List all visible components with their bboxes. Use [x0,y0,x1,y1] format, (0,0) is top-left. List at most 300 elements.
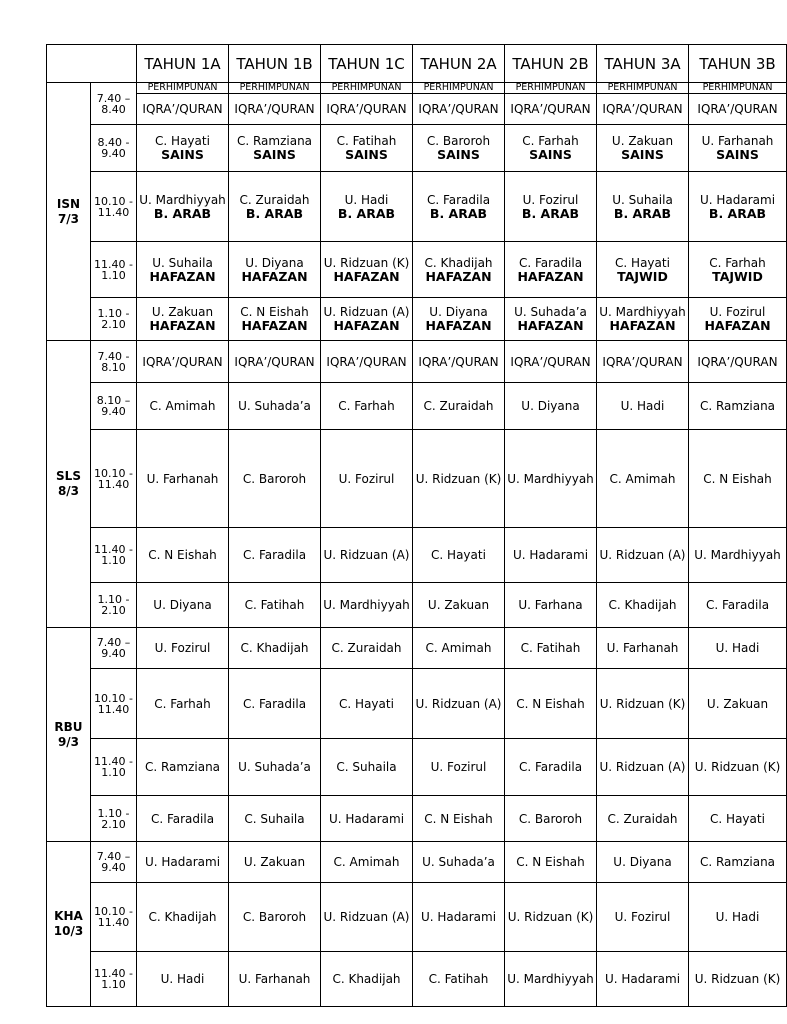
class-cell [321,298,413,341]
class-cell [505,341,597,383]
subject-label: HAFAZAN [241,268,308,284]
class-cell [505,842,597,883]
class-cell [413,669,505,739]
teacher-name: IQRA’/QURAN [510,354,591,369]
class-cell [505,583,597,628]
teacher-name: U. Suhada’a [514,305,587,319]
class-header: TAHUN 2B [505,45,597,83]
table-row [47,172,787,242]
teacher-name: IQRA’/QURAN [234,102,315,116]
teacher-name: C. Fatihah [336,134,397,148]
subject-label: HAFAZAN [425,268,492,284]
teacher-name: C. Farhah [522,134,579,148]
teacher-name: U. Ridzuan (A) [415,696,502,711]
class-cell [229,842,321,883]
teacher-name: C. N Eishah [516,855,585,869]
teacher-name: IQRA’/QURAN [418,102,499,116]
class-cell [137,739,229,796]
teacher-name: C. Amimah [609,471,676,486]
class-cell [321,842,413,883]
teacher-name: C. Ramziana [699,399,776,413]
class-cell [229,172,321,242]
teacher-name: C. Faradila [242,548,307,562]
class-cell [229,298,321,341]
subject-label: TAJWID [617,268,668,284]
class-cell [321,528,413,583]
subject-label: B. ARAB [153,205,212,221]
teacher-name: U. Farhanah [701,134,774,148]
class-cell [597,383,689,430]
subject-label: B. ARAB [708,205,767,221]
subject-label: SAINS [621,147,664,162]
teacher-name: U. Zakuan [427,598,490,612]
class-cell [505,952,597,1007]
teacher-name: U. Hadi [715,910,760,924]
class-cell [597,628,689,669]
time-cell: 10.10 - 11.40 [91,172,137,242]
teacher-name: C. Zuraidah [239,192,310,207]
teacher-name: U. Suhada’a [238,399,311,413]
teacher-name: IQRA’/QURAN [510,102,591,116]
class-header: TAHUN 3B [689,45,787,83]
class-cell [321,739,413,796]
teacher-name: IQRA’/QURAN [418,354,499,369]
class-cell [413,298,505,341]
class-cell [229,94,321,125]
teacher-name: C. Suhaila [244,811,305,826]
subject-label: HAFAZAN [517,318,584,333]
class-cell [137,430,229,528]
subject-label: HAFAZAN [241,318,308,333]
class-cell [321,172,413,242]
teacher-name: U. Diyana [245,255,304,270]
time-cell: 1.10 - 2.10 [91,298,137,341]
teacher-name: U. Zakuan [706,696,769,711]
teacher-name: C. Faradila [705,598,770,612]
teacher-name: C. Baroroh [242,910,307,924]
teacher-name: U. Fozirul [154,641,211,655]
table-row [47,94,787,125]
teacher-name: C. Fatihah [520,641,581,655]
time-cell: 8.10 – 9.40 [91,383,137,430]
teacher-name: C. Farhah [709,255,766,270]
teacher-name: U. Farhanah [606,641,679,655]
class-header: TAHUN 2A [413,45,505,83]
class-cell [229,125,321,172]
teacher-name: U. Fozirul [709,305,766,319]
teacher-name: U. Zakuan [611,134,674,148]
class-cell [229,628,321,669]
subject-label: B. ARAB [613,205,672,221]
class-cell [689,172,787,242]
teacher-name: C. Khadijah [332,972,401,986]
teacher-name: U. Diyana [153,598,212,612]
teacher-name: U. Farhana [518,598,583,612]
class-cell [137,172,229,242]
class-cell [229,952,321,1007]
teacher-name: C. Faradila [426,192,491,207]
table-row [47,298,787,341]
subject-label: SAINS [345,147,388,162]
teacher-name: U. Zakuan [243,855,306,869]
teacher-name: IQRA’/QURAN [142,102,223,116]
time-cell: 8.40 - 9.40 [91,125,137,172]
subject-label: B. ARAB [245,205,304,221]
teacher-name: C. N Eishah [516,696,585,711]
time-cell: 7.40 – 9.40 [91,842,137,883]
class-cell [413,94,505,125]
teacher-name: C. Farhah [338,399,395,413]
teacher-name: U. Diyana [613,855,672,869]
class-cell [689,94,787,125]
teacher-name: IQRA’/QURAN [697,102,778,116]
subject-label: SAINS [253,147,296,162]
teacher-name: U. Hadarami [420,910,497,924]
class-cell [597,172,689,242]
teacher-name: C. Baroroh [242,471,307,486]
table-row [47,125,787,172]
class-cell [597,842,689,883]
teacher-name: C. N Eishah [148,548,217,562]
teacher-name: C. Suhaila [336,760,397,774]
class-header: TAHUN 3A [597,45,689,83]
teacher-name: C. Amimah [333,855,400,869]
subject-label: B. ARAB [521,205,580,221]
class-cell [505,242,597,298]
corner-cell [47,45,137,83]
table-row [47,796,787,842]
teacher-name: C. Zuraidah [607,811,678,826]
teacher-name: U. Fozirul [522,192,579,207]
class-cell [597,952,689,1007]
class-cell [137,383,229,430]
table-row [47,528,787,583]
subject-label: HAFAZAN [149,268,216,284]
class-cell [137,796,229,842]
time-cell: 11.40 - 1.10 [91,739,137,796]
class-cell [137,628,229,669]
assembly-cell: PERHIMPUNAN [505,83,597,94]
class-cell [137,341,229,383]
class-cell [229,528,321,583]
time-cell: 10.10 - 11.40 [91,430,137,528]
teacher-name: U. Fozirul [338,471,395,486]
teacher-name: C. Zuraidah [423,399,494,413]
day-cell: RBU 9/3 [47,628,91,842]
teacher-name: C. Hayati [155,134,210,148]
teacher-name: IQRA’/QURAN [234,354,315,369]
time-cell: 1.10 - 2.10 [91,583,137,628]
teacher-name: U. Mardhiyyah [507,471,594,486]
class-cell [597,242,689,298]
subject-label: SAINS [529,147,572,162]
class-cell [413,341,505,383]
class-cell [505,172,597,242]
teacher-name: U. Suhaila [612,192,673,207]
class-cell [413,430,505,528]
teacher-name: U. Diyana [429,305,488,319]
time-cell: 1.10 - 2.10 [91,796,137,842]
teacher-name: IQRA’/QURAN [326,354,407,369]
table-row [47,883,787,952]
teacher-name: U. Ridzuan (A) [323,548,410,562]
teacher-name: U. Ridzuan (A) [599,548,686,562]
teacher-name: U. Ridzuan (K) [507,910,594,924]
class-cell [505,94,597,125]
teacher-name: IQRA’/QURAN [142,354,223,369]
teacher-name: U. Hadarami [512,548,589,562]
timetable [46,44,787,1007]
assembly-cell: PERHIMPUNAN [597,83,689,94]
time-cell: 11.40 - 1.10 [91,952,137,1007]
class-cell [689,796,787,842]
class-header: TAHUN 1A [137,45,229,83]
teacher-name: U. Hadi [160,972,205,986]
class-cell [413,883,505,952]
teacher-name: C. Khadijah [240,641,309,655]
teacher-name: U. Mardhiyyah [599,305,686,319]
assembly-cell: PERHIMPUNAN [413,83,505,94]
class-cell [597,739,689,796]
class-cell [505,628,597,669]
class-cell [689,430,787,528]
teacher-name: C. Baroroh [518,811,583,826]
teacher-name: IQRA’/QURAN [602,354,683,369]
class-cell [413,739,505,796]
teacher-name: C. N Eishah [424,811,493,826]
teacher-name: U. Fozirul [614,910,671,924]
assembly-cell: PERHIMPUNAN [689,83,787,94]
class-cell [137,583,229,628]
teacher-name: U. Ridzuan (A) [599,760,686,774]
teacher-name: U. Ridzuan (A) [323,910,410,924]
time-cell: 7.40 – 8.40 [91,83,137,125]
class-header: TAHUN 1B [229,45,321,83]
teacher-name: U. Ridzuan (K) [323,255,410,270]
class-cell [229,341,321,383]
header-row [47,45,787,83]
teacher-name: C. Hayati [710,811,765,826]
assembly-cell: PERHIMPUNAN [229,83,321,94]
class-cell [597,796,689,842]
class-cell [689,341,787,383]
table-row [47,341,787,383]
teacher-name: U. Ridzuan (K) [694,760,781,774]
class-cell [689,298,787,341]
class-cell [689,952,787,1007]
class-cell [505,125,597,172]
timetable-body [47,83,787,1007]
table-row [47,83,787,94]
class-cell [413,172,505,242]
teacher-name: U. Hadarami [604,972,681,986]
class-cell [321,125,413,172]
class-cell [505,796,597,842]
assembly-cell: PERHIMPUNAN [321,83,413,94]
teacher-name: C. Hayati [615,255,670,270]
subject-label: HAFAZAN [149,318,216,333]
teacher-name: U. Diyana [521,399,580,413]
class-cell [689,739,787,796]
teacher-name: U. Hadarami [144,855,221,869]
class-cell [229,430,321,528]
class-cell [413,242,505,298]
teacher-name: C. Fatihah [428,972,489,986]
teacher-name: C. Farhah [154,696,211,711]
class-cell [505,383,597,430]
class-cell [137,952,229,1007]
teacher-name: U. Hadarami [699,192,776,207]
teacher-name: U. Farhanah [146,471,219,486]
class-header: TAHUN 1C [321,45,413,83]
class-cell [321,952,413,1007]
teacher-name: C. Baroroh [426,134,491,148]
class-cell [597,583,689,628]
class-cell [321,796,413,842]
teacher-name: C. Faradila [242,696,307,711]
subject-label: HAFAZAN [609,318,676,333]
class-cell [229,583,321,628]
table-row [47,628,787,669]
class-cell [321,583,413,628]
class-cell [413,842,505,883]
class-cell [597,298,689,341]
teacher-name: U. Ridzuan (K) [415,471,502,486]
subject-label: B. ARAB [429,205,488,221]
table-row [47,669,787,739]
class-cell [505,739,597,796]
teacher-name: C. Ramziana [144,760,221,774]
class-cell [689,383,787,430]
teacher-name: C. Zuraidah [331,641,402,655]
class-cell [321,341,413,383]
teacher-name: IQRA’/QURAN [602,102,683,116]
class-cell [689,628,787,669]
teacher-name: C. N Eishah [240,305,309,319]
teacher-name: U. Hadarami [328,811,405,826]
class-cell [505,430,597,528]
class-cell [505,883,597,952]
class-cell [229,242,321,298]
subject-label: HAFAZAN [517,268,584,284]
teacher-name: U. Suhaila [152,255,213,270]
day-cell: SLS 8/3 [47,341,91,628]
teacher-name: C. Fatihah [244,598,305,612]
class-cell [413,583,505,628]
subject-label: TAJWID [712,268,763,284]
teacher-name: C. Khadijah [148,910,217,924]
class-cell [597,669,689,739]
class-cell [505,298,597,341]
class-cell [137,528,229,583]
subject-label: SAINS [716,147,759,162]
teacher-name: C. Amimah [425,641,492,655]
class-cell [229,383,321,430]
table-row [47,739,787,796]
table-row [47,383,787,430]
teacher-name: C. Ramziana [236,134,313,148]
teacher-name: U. Mardhiyyah [323,598,410,612]
teacher-name: U. Ridzuan (K) [694,972,781,986]
class-cell [689,125,787,172]
class-cell [229,883,321,952]
class-cell [321,383,413,430]
teacher-name: U. Hadi [344,192,389,207]
class-cell [229,796,321,842]
class-cell [597,528,689,583]
class-cell [505,528,597,583]
class-cell [137,842,229,883]
teacher-name: U. Zakuan [151,305,214,319]
subject-label: SAINS [437,147,480,162]
class-cell [137,883,229,952]
teacher-name: C. Khadijah [608,598,677,612]
time-cell: 7.40 – 9.40 [91,628,137,669]
class-cell [137,669,229,739]
teacher-name: C. Hayati [339,696,394,711]
teacher-name: C. Amimah [149,399,216,413]
class-cell [413,952,505,1007]
class-cell [413,796,505,842]
teacher-name: U. Mardhiyyah [507,972,594,986]
class-cell [689,242,787,298]
class-cell [229,669,321,739]
class-cell [597,125,689,172]
time-cell: 11.40 - 1.10 [91,242,137,298]
teacher-name: U. Hadi [715,641,760,655]
teacher-name: IQRA’/QURAN [697,354,778,369]
class-cell [137,298,229,341]
class-cell [505,669,597,739]
class-cell [321,669,413,739]
teacher-name: C. Faradila [150,811,215,826]
teacher-name: IQRA’/QURAN [326,102,407,116]
teacher-name: C. Faradila [518,760,583,774]
subject-label: HAFAZAN [333,268,400,284]
class-cell [321,883,413,952]
class-cell [597,883,689,952]
teacher-name: C. Khadijah [424,255,493,270]
teacher-name: C. Ramziana [699,855,776,869]
subject-label: HAFAZAN [333,318,400,333]
day-cell: ISN 7/3 [47,83,91,341]
table-row [47,842,787,883]
class-cell [137,94,229,125]
class-cell [413,628,505,669]
teacher-name: U. Ridzuan (A) [323,305,410,319]
table-row [47,952,787,1007]
time-cell: 10.10 - 11.40 [91,669,137,739]
subject-label: HAFAZAN [704,318,771,333]
class-cell [229,739,321,796]
class-cell [321,242,413,298]
class-cell [321,430,413,528]
teacher-name: U. Hadi [620,399,665,413]
subject-label: SAINS [161,147,204,162]
class-cell [597,430,689,528]
subject-label: HAFAZAN [425,318,492,333]
teacher-name: C. Faradila [518,255,583,270]
teacher-name: U. Fozirul [430,760,487,774]
class-cell [689,528,787,583]
assembly-cell: PERHIMPUNAN [137,83,229,94]
class-cell [321,628,413,669]
teacher-name: C. N Eishah [703,471,772,486]
class-cell [597,94,689,125]
class-cell [321,94,413,125]
time-cell: 7.40 - 8.10 [91,341,137,383]
time-cell: 10.10 - 11.40 [91,883,137,952]
